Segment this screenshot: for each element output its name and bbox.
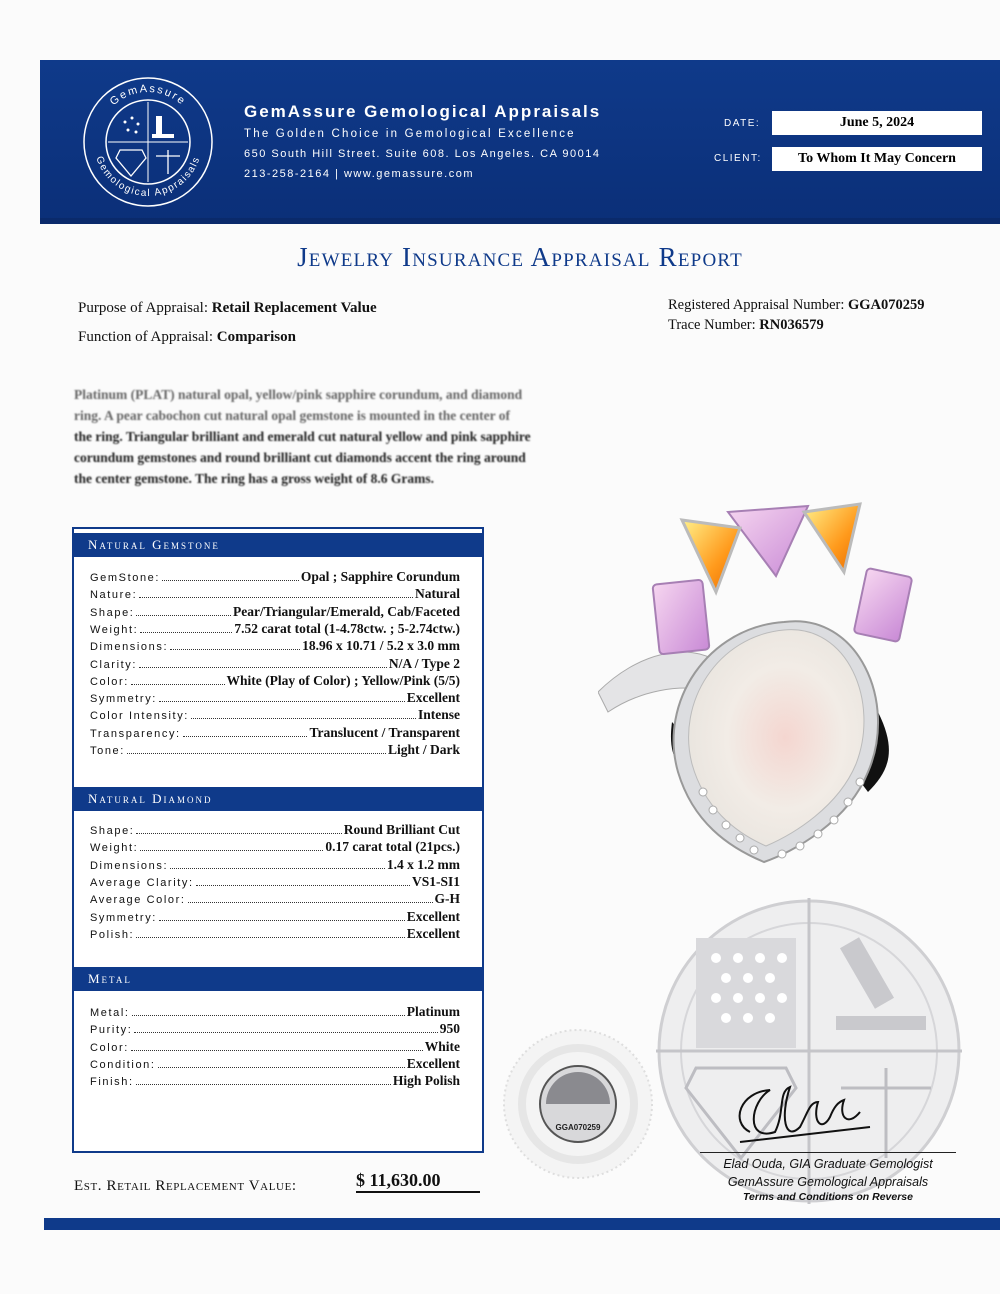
gemstone-row bbox=[90, 604, 460, 621]
dot-leader bbox=[136, 605, 231, 616]
estimated-value: $ 11,630.00 bbox=[356, 1170, 480, 1193]
diamond-row bbox=[90, 857, 460, 874]
field-label: Condition: bbox=[90, 1058, 156, 1071]
terms-note: Terms and Conditions on Reverse bbox=[743, 1191, 913, 1203]
field-value: White bbox=[424, 1038, 460, 1054]
field-label: Tone: bbox=[90, 745, 125, 757]
dot-leader bbox=[159, 691, 405, 702]
dot-leader bbox=[139, 587, 413, 598]
field-value: G-H bbox=[434, 891, 460, 907]
field-value: Excellent bbox=[406, 925, 460, 941]
gemstone-row bbox=[90, 742, 460, 759]
signature bbox=[730, 1072, 880, 1152]
field-label: Symmetry: bbox=[90, 693, 157, 706]
registered-label: Registered Appraisal Number: bbox=[668, 297, 845, 313]
purpose-label: Purpose of Appraisal: bbox=[78, 300, 208, 316]
description-line: the ring. Triangular brilliant and emerald cut natural yellow and pink sapphire bbox=[74, 429, 531, 444]
company-address: 650 South Hill Street. Suite 608. Los Angeles. CA 90014 bbox=[244, 148, 601, 160]
report-title: Jewelry Insurance Appraisal Report bbox=[297, 242, 743, 272]
field-label: Finish: bbox=[90, 1076, 134, 1089]
signature-line bbox=[700, 1152, 956, 1153]
trace-label: Trace Number: bbox=[668, 317, 756, 333]
diamond-heading: Natural Diamond bbox=[74, 787, 482, 811]
dot-leader bbox=[139, 657, 387, 668]
field-value: Round Brilliant Cut bbox=[343, 822, 460, 837]
diamond-row bbox=[90, 874, 460, 891]
ring-photo bbox=[598, 502, 944, 874]
dot-leader bbox=[140, 840, 323, 851]
field-label: Color: bbox=[90, 1041, 129, 1054]
field-label: Purity: bbox=[90, 1024, 133, 1037]
field-label: Dimensions: bbox=[90, 641, 169, 654]
field-value: High Polish bbox=[392, 1073, 460, 1089]
diamond-row bbox=[90, 822, 460, 839]
signature-block bbox=[700, 1155, 956, 1191]
diamond-row bbox=[90, 839, 460, 856]
dot-leader bbox=[136, 927, 405, 938]
field-value: Excellent bbox=[406, 690, 460, 706]
field-label: Transparency: bbox=[90, 727, 181, 740]
gemstone-row bbox=[90, 673, 460, 690]
dot-leader bbox=[158, 1057, 405, 1068]
dot-leader bbox=[136, 823, 341, 834]
appraiser-org: GemAssure Gemological Appraisals bbox=[727, 1175, 929, 1189]
header-banner bbox=[40, 60, 1000, 224]
field-value: 0.17 carat total (21pcs.) bbox=[325, 839, 460, 855]
date-value: June 5, 2024 bbox=[772, 111, 982, 135]
field-label: Weight: bbox=[90, 623, 139, 636]
metal-row bbox=[90, 1004, 460, 1021]
trace-value: RN036579 bbox=[759, 317, 824, 333]
field-label: Dimensions: bbox=[90, 859, 169, 872]
metal-row bbox=[90, 1073, 460, 1090]
field-label: Average Clarity: bbox=[90, 876, 194, 889]
field-value: Translucent / Transparent bbox=[309, 724, 460, 740]
gemstone-row bbox=[90, 621, 460, 638]
function-line bbox=[78, 329, 296, 346]
dot-leader bbox=[170, 858, 385, 869]
dot-leader bbox=[134, 1022, 437, 1033]
company-name: GemAssure Gemological Appraisals bbox=[244, 102, 602, 121]
hologram-seal bbox=[500, 1026, 656, 1182]
field-label: GemStone: bbox=[90, 572, 161, 584]
hologram-seal-number: GGA070259 bbox=[555, 1123, 601, 1132]
specifications-box bbox=[72, 527, 484, 1153]
dot-leader bbox=[159, 910, 405, 921]
registered-line bbox=[668, 297, 925, 314]
date-label: DATE: bbox=[724, 118, 761, 129]
field-value: VS1-SI1 bbox=[411, 873, 460, 889]
diamond-row bbox=[90, 926, 460, 943]
dot-leader bbox=[170, 639, 300, 650]
field-value: Platinum bbox=[406, 1004, 460, 1019]
registered-value: GGA070259 bbox=[848, 297, 925, 313]
field-label: Average Color: bbox=[90, 894, 186, 907]
logo-top-text: GemAssure bbox=[107, 82, 189, 109]
client-value: To Whom It May Concern bbox=[772, 147, 982, 171]
gemstone-row bbox=[90, 690, 460, 707]
field-label: Clarity: bbox=[90, 658, 138, 671]
metal-row bbox=[90, 1021, 460, 1038]
field-value: 7.52 carat total (1-4.78ctw. ; 5-2.74ctw.) bbox=[234, 620, 460, 636]
company-tagline: The Golden Choice in Gemological Excellence bbox=[244, 128, 576, 140]
metal-heading: Metal bbox=[74, 967, 482, 991]
appraiser-name: Elad Ouda, GIA Graduate Gemologist bbox=[723, 1157, 933, 1171]
dot-leader bbox=[132, 1005, 405, 1016]
company-block bbox=[244, 102, 601, 180]
logo-bottom-text: Gemological Appraisals bbox=[93, 154, 203, 200]
company-phone-web: 213-258-2164 | www.gemassure.com bbox=[244, 168, 475, 180]
dot-leader bbox=[131, 1040, 423, 1051]
field-value: N/A / Type 2 bbox=[388, 655, 460, 671]
dot-leader bbox=[131, 674, 225, 685]
description-line: Platinum (PLAT) natural opal, yellow/pink sapphire corundum, and diamond bbox=[74, 387, 523, 402]
field-value: Light / Dark bbox=[387, 742, 460, 757]
dot-leader bbox=[188, 892, 433, 903]
field-value: 18.96 x 10.71 / 5.2 x 3.0 mm bbox=[302, 638, 460, 654]
dot-leader bbox=[127, 743, 386, 754]
field-value: Natural bbox=[415, 586, 460, 602]
function-label: Function of Appraisal: bbox=[78, 329, 213, 345]
client-label: CLIENT: bbox=[714, 153, 762, 164]
field-label: Weight: bbox=[90, 842, 139, 855]
dot-leader bbox=[196, 875, 410, 886]
dot-leader bbox=[136, 1074, 391, 1085]
field-label: Symmetry: bbox=[90, 911, 157, 924]
gemstone-row bbox=[90, 656, 460, 673]
purpose-line bbox=[78, 300, 377, 317]
field-label: Shape: bbox=[90, 825, 135, 837]
field-value: 1.4 x 1.2 mm bbox=[386, 856, 460, 872]
gemstone-row bbox=[90, 569, 460, 586]
metal-row bbox=[90, 1056, 460, 1073]
dot-leader bbox=[183, 726, 308, 737]
field-value: Excellent bbox=[406, 1055, 460, 1071]
estimated-value-label: Est. Retail Replacement Value: bbox=[74, 1178, 297, 1194]
footer-bar bbox=[44, 1218, 1000, 1230]
description-line: the center gemstone. The ring has a gross weight of 8.6 Grams. bbox=[74, 471, 434, 486]
field-value: White (Play of Color) ; Yellow/Pink (5/5) bbox=[226, 672, 460, 688]
description-line: ring. A pear cabochon cut natural opal gemstone is mounted in the center of bbox=[74, 408, 511, 423]
field-label: Shape: bbox=[90, 606, 135, 619]
gemstone-row bbox=[90, 725, 460, 742]
metal-row bbox=[90, 1039, 460, 1056]
item-description bbox=[74, 384, 664, 489]
dot-leader bbox=[191, 708, 416, 719]
field-value: Pear/Triangular/Emerald, Cab/Faceted bbox=[233, 603, 460, 619]
diamond-row bbox=[90, 909, 460, 926]
gemstone-row bbox=[90, 638, 460, 655]
gemstone-row bbox=[90, 586, 460, 603]
gemassure-logo bbox=[80, 74, 216, 210]
description-line: corundum gemstones and round brilliant cut diamonds accent the ring around bbox=[74, 450, 526, 465]
field-value: Intense bbox=[417, 707, 460, 723]
field-label: Color: bbox=[90, 675, 129, 688]
diamond-row bbox=[90, 891, 460, 908]
trace-line bbox=[668, 317, 824, 334]
gemstone-row bbox=[90, 707, 460, 724]
field-label: Nature: bbox=[90, 589, 138, 602]
purpose-value: Retail Replacement Value bbox=[211, 300, 377, 316]
field-label: Metal: bbox=[90, 1007, 130, 1019]
field-value: 950 bbox=[439, 1021, 460, 1037]
gemstone-heading: Natural Gemstone bbox=[74, 533, 482, 557]
field-value: Opal ; Sapphire Corundum bbox=[300, 569, 460, 584]
field-value: Excellent bbox=[406, 908, 460, 924]
dot-leader bbox=[140, 622, 232, 633]
dot-leader bbox=[162, 570, 299, 581]
field-label: Polish: bbox=[90, 928, 135, 941]
field-label: Color Intensity: bbox=[90, 710, 189, 723]
function-value: Comparison bbox=[216, 329, 296, 345]
